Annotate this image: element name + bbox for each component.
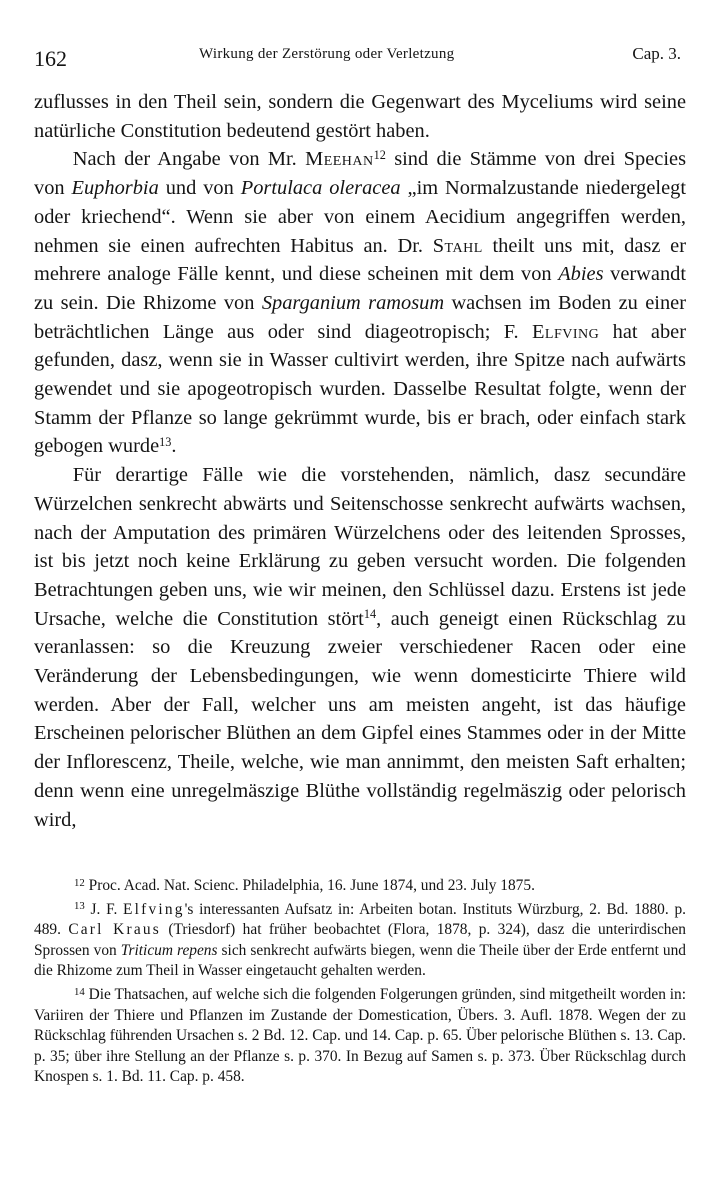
text-span: , auch geneigt einen Rückschlag zu veranlassen: so die Kreuzung zweier verschiedener Racen oder eine Veränderung der Lebensbedingungen, wie wenn domesticirte Thiere wild werden. Aber der Fall, welcher uns am meisten angeht, ist das häufige Erscheinen pelorischer Blüthen an dem Gipfel eines Stammes oder in der Mitte der Inflorescenz, Theile, welche, wie man annimmt, den meisten Saft erhalten; denn wenn eine unregelmäszige Blüthe vollständig regelmäszig oder pelorisch wird,	[34, 607, 686, 831]
footnote-text: (Triesdorf) hat früher beobachtet (Flora, 1878, p. 324), dasz die unterirdischen Sprossen von	[34, 921, 687, 959]
paragraph-1: zuflusses in den Theil sein, sondern die Gegenwart des Myceliums wird seine natürliche Constitution bedeutend gestört haben.	[34, 91, 686, 142]
text-span: theilt uns mit, dasz er mehrere analoge Fälle kennt, und diese scheinen mit dem von	[34, 234, 686, 286]
footnote-number: 13	[74, 900, 85, 913]
main-text	[34, 88, 686, 834]
footnote-text: 's interessanten Aufsatz in: Arbeiten botan. Instituts Würzburg, 2. Bd. 1880. p. 489.	[34, 900, 686, 939]
footnote-number: 14	[74, 985, 85, 998]
footnote-text: Die Thatsachen, auf welche sich die folgenden Folgerungen gründen, sind mitgetheilt worden in: Variiren der Thiere und Pflanzen im Zustande der Domestication, Übers. 3. Aufl. 1878. Wegen der zu Rückschlag führenden Ursachen s. 2 Bd. 12. Cap. und 14. Cap. p. 65. Über pelorische Blüthen s. 13. Cap. p. 35; über ihre Stellung an der Pflanze s. p. 370. In Bezug auf Samen s. p. 373. Über Rückschlag durch Knospen s. 1. Bd. 11. Cap. p. 458.	[34, 985, 686, 1086]
page-number: 162	[34, 46, 67, 71]
text-span: Nach der Angabe von Mr.	[72, 148, 306, 171]
author-name-elfving: Elfving	[123, 900, 185, 918]
taxon-sparganium: Sparganium ramosum	[261, 291, 445, 314]
footnote-number: 12	[74, 876, 85, 889]
text-span: und von	[158, 177, 241, 200]
author-name-meehan: Meehan	[305, 148, 374, 171]
text-span: verwandt zu sein. Die Rhizome von	[34, 263, 686, 314]
text-span: Für derartige Fälle wie die vorstehenden, nämlich, dasz secundäre Würzelchen senkrecht abwärts und Seitenschosse senkrecht aufwärts wachsen, nach der Amputation des primären Würzelchens oder des leitenden Sprosses, ist bis jetzt noch keine Erklärung zu geben versucht worden. Die folgenden Betrachtungen geben uns, wie wir meinen, den Schlüssel dazu. Erstens ist jede Ursache, welche die Constitution stört	[34, 464, 686, 630]
footnote-text: J. F.	[84, 900, 124, 918]
footnote-13	[34, 900, 686, 982]
text-span: „im Normalzustande niedergelegt oder kriechend“. Wenn sie aber von einem Aecidium angegriffen werden, nehmen sie einen aufrechten Habitus an. Dr.	[34, 177, 686, 257]
author-name-stahl: Stahl	[432, 234, 483, 257]
running-title: Wirkung der Zerstörung oder Verletzung	[199, 46, 455, 62]
paragraph-3	[34, 461, 686, 834]
text-span: wachsen im Boden zu einer beträchtlichen Länge aus oder sind diageotropisch; F.	[34, 291, 686, 343]
author-name-kraus: Carl Kraus	[68, 921, 161, 939]
footnote-14	[34, 985, 686, 1088]
footnote-12	[34, 876, 686, 897]
footnote-ref-14: 14	[363, 606, 377, 621]
footnote-text: Proc. Acad. Nat. Scienc. Philadelphia, 16. June 1874, und 23. July 1875.	[84, 877, 535, 894]
taxon-abies: Abies	[558, 263, 604, 286]
paragraph-2	[34, 145, 686, 461]
author-name-elfving: Elfving	[531, 320, 600, 343]
page-header	[34, 40, 681, 74]
text-span: hat aber gefunden, dasz, wenn sie in Wasser cultivirt werden, ihre Spitze nach aufwärts gewendet und sie apogeotropisch wurden. Dasselbe Resultat folgte, wenn der Stamm der Pflanze so lange gekrümmt wurde, bis er brach, oder einfach stark gebogen wurde	[34, 320, 686, 458]
text-span: sind die Stämme von drei Species von	[34, 148, 686, 200]
footnote-ref-13: 13	[159, 434, 172, 449]
footnote-ref-12: 12	[373, 147, 386, 162]
footnote-text: sich senkrecht aufwärts biegen, wenn die Theile über der Erde entfernt und die Rhizome zum Theil in Wasser eingetaucht gehalten werden.	[34, 941, 686, 980]
text-span: .	[171, 435, 177, 458]
taxon-portulaca: Portulaca oleracea	[240, 177, 401, 200]
taxon-euphorbia: Euphorbia	[71, 177, 159, 200]
chapter-label: Cap. 3.	[632, 44, 681, 63]
taxon-triticum: Triticum repens	[120, 941, 218, 959]
footnotes	[34, 876, 686, 1088]
